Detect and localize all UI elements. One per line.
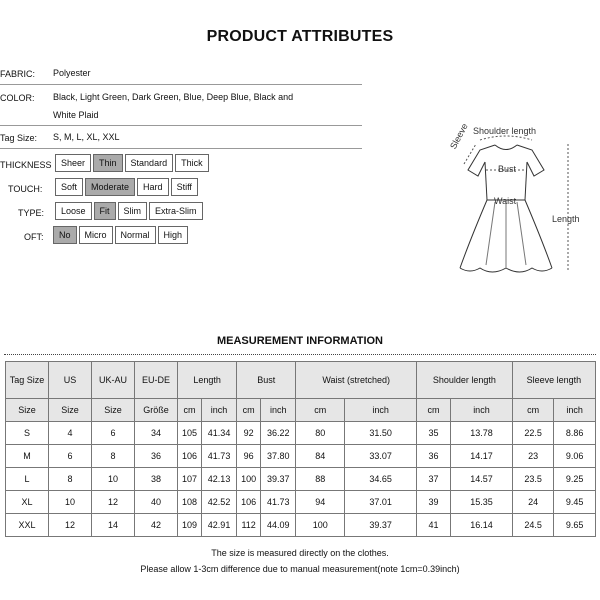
table-cell: 92: [237, 422, 261, 445]
table-cell: 84: [296, 445, 345, 468]
dress-measurement-diagram: [440, 120, 590, 285]
table-cell: 42.52: [201, 491, 236, 514]
table-cell: 34.65: [345, 468, 417, 491]
table-subheader: inch: [201, 399, 236, 422]
table-header: EU-DE: [135, 362, 178, 399]
table-cell: 39: [417, 491, 451, 514]
table-cell: 15.35: [451, 491, 513, 514]
table-header: Length: [178, 362, 237, 399]
table-cell: 36.22: [261, 422, 296, 445]
table-cell: 40: [135, 491, 178, 514]
table-cell: 41.34: [201, 422, 236, 445]
table-cell: 39.37: [261, 468, 296, 491]
table-cell: 96: [237, 445, 261, 468]
divider: [0, 125, 362, 126]
table-cell: 10: [92, 468, 135, 491]
thickness-options: [55, 154, 209, 172]
table-cell: 8.86: [554, 422, 596, 445]
color-value-line2: White Plaid: [53, 110, 99, 120]
table-cell: L: [6, 468, 49, 491]
table-header: Tag Size: [6, 362, 49, 399]
bust-label: Bust: [498, 164, 517, 174]
table-cell: 42.91: [201, 514, 236, 537]
table-subheader: Größe: [135, 399, 178, 422]
table-cell: 106: [178, 445, 202, 468]
table-header: Waist (stretched): [296, 362, 417, 399]
oft-label: OFT:: [24, 232, 44, 242]
table-subheader: cm: [178, 399, 202, 422]
table-cell: 8: [92, 445, 135, 468]
table-subheader: Size: [6, 399, 49, 422]
thickness-option-thick: Thick: [175, 154, 209, 172]
table-cell: 4: [49, 422, 92, 445]
table-cell: 108: [178, 491, 202, 514]
table-cell: 80: [296, 422, 345, 445]
table-cell: 9.25: [554, 468, 596, 491]
table-subheader: cm: [237, 399, 261, 422]
note-line-2: Please allow 1-3cm difference due to manual measurement(note 1cm=0.39inch): [140, 564, 460, 574]
note-line-1: The size is measured directly on the clothes.: [211, 548, 389, 558]
table-cell: 34: [135, 422, 178, 445]
thickness-option-thin: Thin: [93, 154, 123, 172]
fabric-label: FABRIC:: [0, 69, 36, 79]
divider: [0, 84, 362, 85]
touch-option-soft: Soft: [55, 178, 83, 196]
table-cell: 106: [237, 491, 261, 514]
divider: [0, 148, 362, 149]
table-cell: 42: [135, 514, 178, 537]
sleeve-label: Sleeve: [448, 121, 470, 151]
table-cell: S: [6, 422, 49, 445]
table-cell: 36: [417, 445, 451, 468]
table-row: [6, 445, 596, 468]
oft-option-high: High: [158, 226, 189, 244]
table-cell: 6: [92, 422, 135, 445]
table-subheader: inch: [451, 399, 513, 422]
dotted-divider: [4, 354, 596, 355]
table-subheader-row: [6, 399, 596, 422]
type-label: TYPE:: [18, 208, 45, 218]
table-cell: 16.14: [451, 514, 513, 537]
table-cell: 42.13: [201, 468, 236, 491]
table-row: [6, 514, 596, 537]
oft-options: [53, 226, 188, 244]
table-cell: 22.5: [512, 422, 554, 445]
table-subheader: cm: [512, 399, 554, 422]
table-row: [6, 422, 596, 445]
oft-option-micro: Micro: [79, 226, 113, 244]
table-cell: 6: [49, 445, 92, 468]
thickness-option-standard: Standard: [125, 154, 174, 172]
table-cell: 12: [49, 514, 92, 537]
table-cell: 33.07: [345, 445, 417, 468]
touch-option-hard: Hard: [137, 178, 169, 196]
table-subheader: inch: [261, 399, 296, 422]
table-subheader: Size: [92, 399, 135, 422]
table-cell: M: [6, 445, 49, 468]
table-cell: 10: [49, 491, 92, 514]
table-cell: 36: [135, 445, 178, 468]
table-cell: 14: [92, 514, 135, 537]
table-cell: 112: [237, 514, 261, 537]
table-subheader: cm: [417, 399, 451, 422]
table-cell: 23: [512, 445, 554, 468]
touch-options: [55, 178, 198, 196]
table-cell: 94: [296, 491, 345, 514]
table-cell: 24: [512, 491, 554, 514]
tag-size-value: S, M, L, XL, XXL: [53, 132, 120, 142]
table-subheader: inch: [345, 399, 417, 422]
tag-size-label: Tag Size:: [0, 133, 38, 143]
table-cell: 37.80: [261, 445, 296, 468]
table-cell: 107: [178, 468, 202, 491]
table-cell: 37: [417, 468, 451, 491]
table-cell: 100: [237, 468, 261, 491]
table-cell: 38: [135, 468, 178, 491]
table-cell: 14.57: [451, 468, 513, 491]
page-title: PRODUCT ATTRIBUTES: [206, 28, 394, 45]
table-cell: 41.73: [201, 445, 236, 468]
table-cell: 9.45: [554, 491, 596, 514]
oft-option-no: No: [53, 226, 77, 244]
type-option-loose: Loose: [55, 202, 92, 220]
shoulder-length-label: Shoulder length: [473, 126, 537, 136]
table-subheader: cm: [296, 399, 345, 422]
type-option-slim: Slim: [118, 202, 148, 220]
table-cell: 41: [417, 514, 451, 537]
table-subheader: inch: [554, 399, 596, 422]
table-cell: 23.5: [512, 468, 554, 491]
table-cell: 13.78: [451, 422, 513, 445]
touch-option-stiff: Stiff: [171, 178, 198, 196]
type-options: [55, 202, 203, 220]
table-row: [6, 468, 596, 491]
table-cell: 9.06: [554, 445, 596, 468]
measurement-table: [5, 361, 596, 537]
measurement-title: MEASUREMENT INFORMATION: [216, 335, 383, 347]
table-cell: 14.17: [451, 445, 513, 468]
color-label: COLOR:: [0, 93, 35, 103]
type-option-extra-slim: Extra-Slim: [149, 202, 203, 220]
thickness-label: THICKNESS: [0, 160, 52, 170]
table-cell: 35: [417, 422, 451, 445]
table-header: UK-AU: [92, 362, 135, 399]
table-cell: 105: [178, 422, 202, 445]
table-header: Sleeve length: [512, 362, 595, 399]
fabric-value: Polyester: [53, 68, 91, 78]
type-option-fit: Fit: [94, 202, 116, 220]
table-header: Shoulder length: [417, 362, 513, 399]
table-header: US: [49, 362, 92, 399]
table-subheader: Size: [49, 399, 92, 422]
table-cell: 44.09: [261, 514, 296, 537]
table-cell: 41.73: [261, 491, 296, 514]
table-cell: 31.50: [345, 422, 417, 445]
touch-option-moderate: Moderate: [85, 178, 135, 196]
table-cell: 24.5: [512, 514, 554, 537]
table-cell: 12: [92, 491, 135, 514]
table-cell: 8: [49, 468, 92, 491]
table-cell: XL: [6, 491, 49, 514]
table-cell: 39.37: [345, 514, 417, 537]
oft-option-normal: Normal: [115, 226, 156, 244]
table-header: Bust: [237, 362, 296, 399]
table-header-row: [6, 362, 596, 399]
table-cell: 88: [296, 468, 345, 491]
touch-label: TOUCH:: [8, 184, 43, 194]
table-cell: 9.65: [554, 514, 596, 537]
table-cell: XXL: [6, 514, 49, 537]
waist-label: Waist: [494, 196, 517, 206]
color-value-line1: Black, Light Green, Dark Green, Blue, Deep Blue, Black and: [53, 92, 294, 102]
length-label: Length: [552, 214, 580, 224]
table-body: [6, 422, 596, 537]
table-cell: 109: [178, 514, 202, 537]
table-row: [6, 491, 596, 514]
thickness-option-sheer: Sheer: [55, 154, 91, 172]
table-cell: 37.01: [345, 491, 417, 514]
table-cell: 100: [296, 514, 345, 537]
